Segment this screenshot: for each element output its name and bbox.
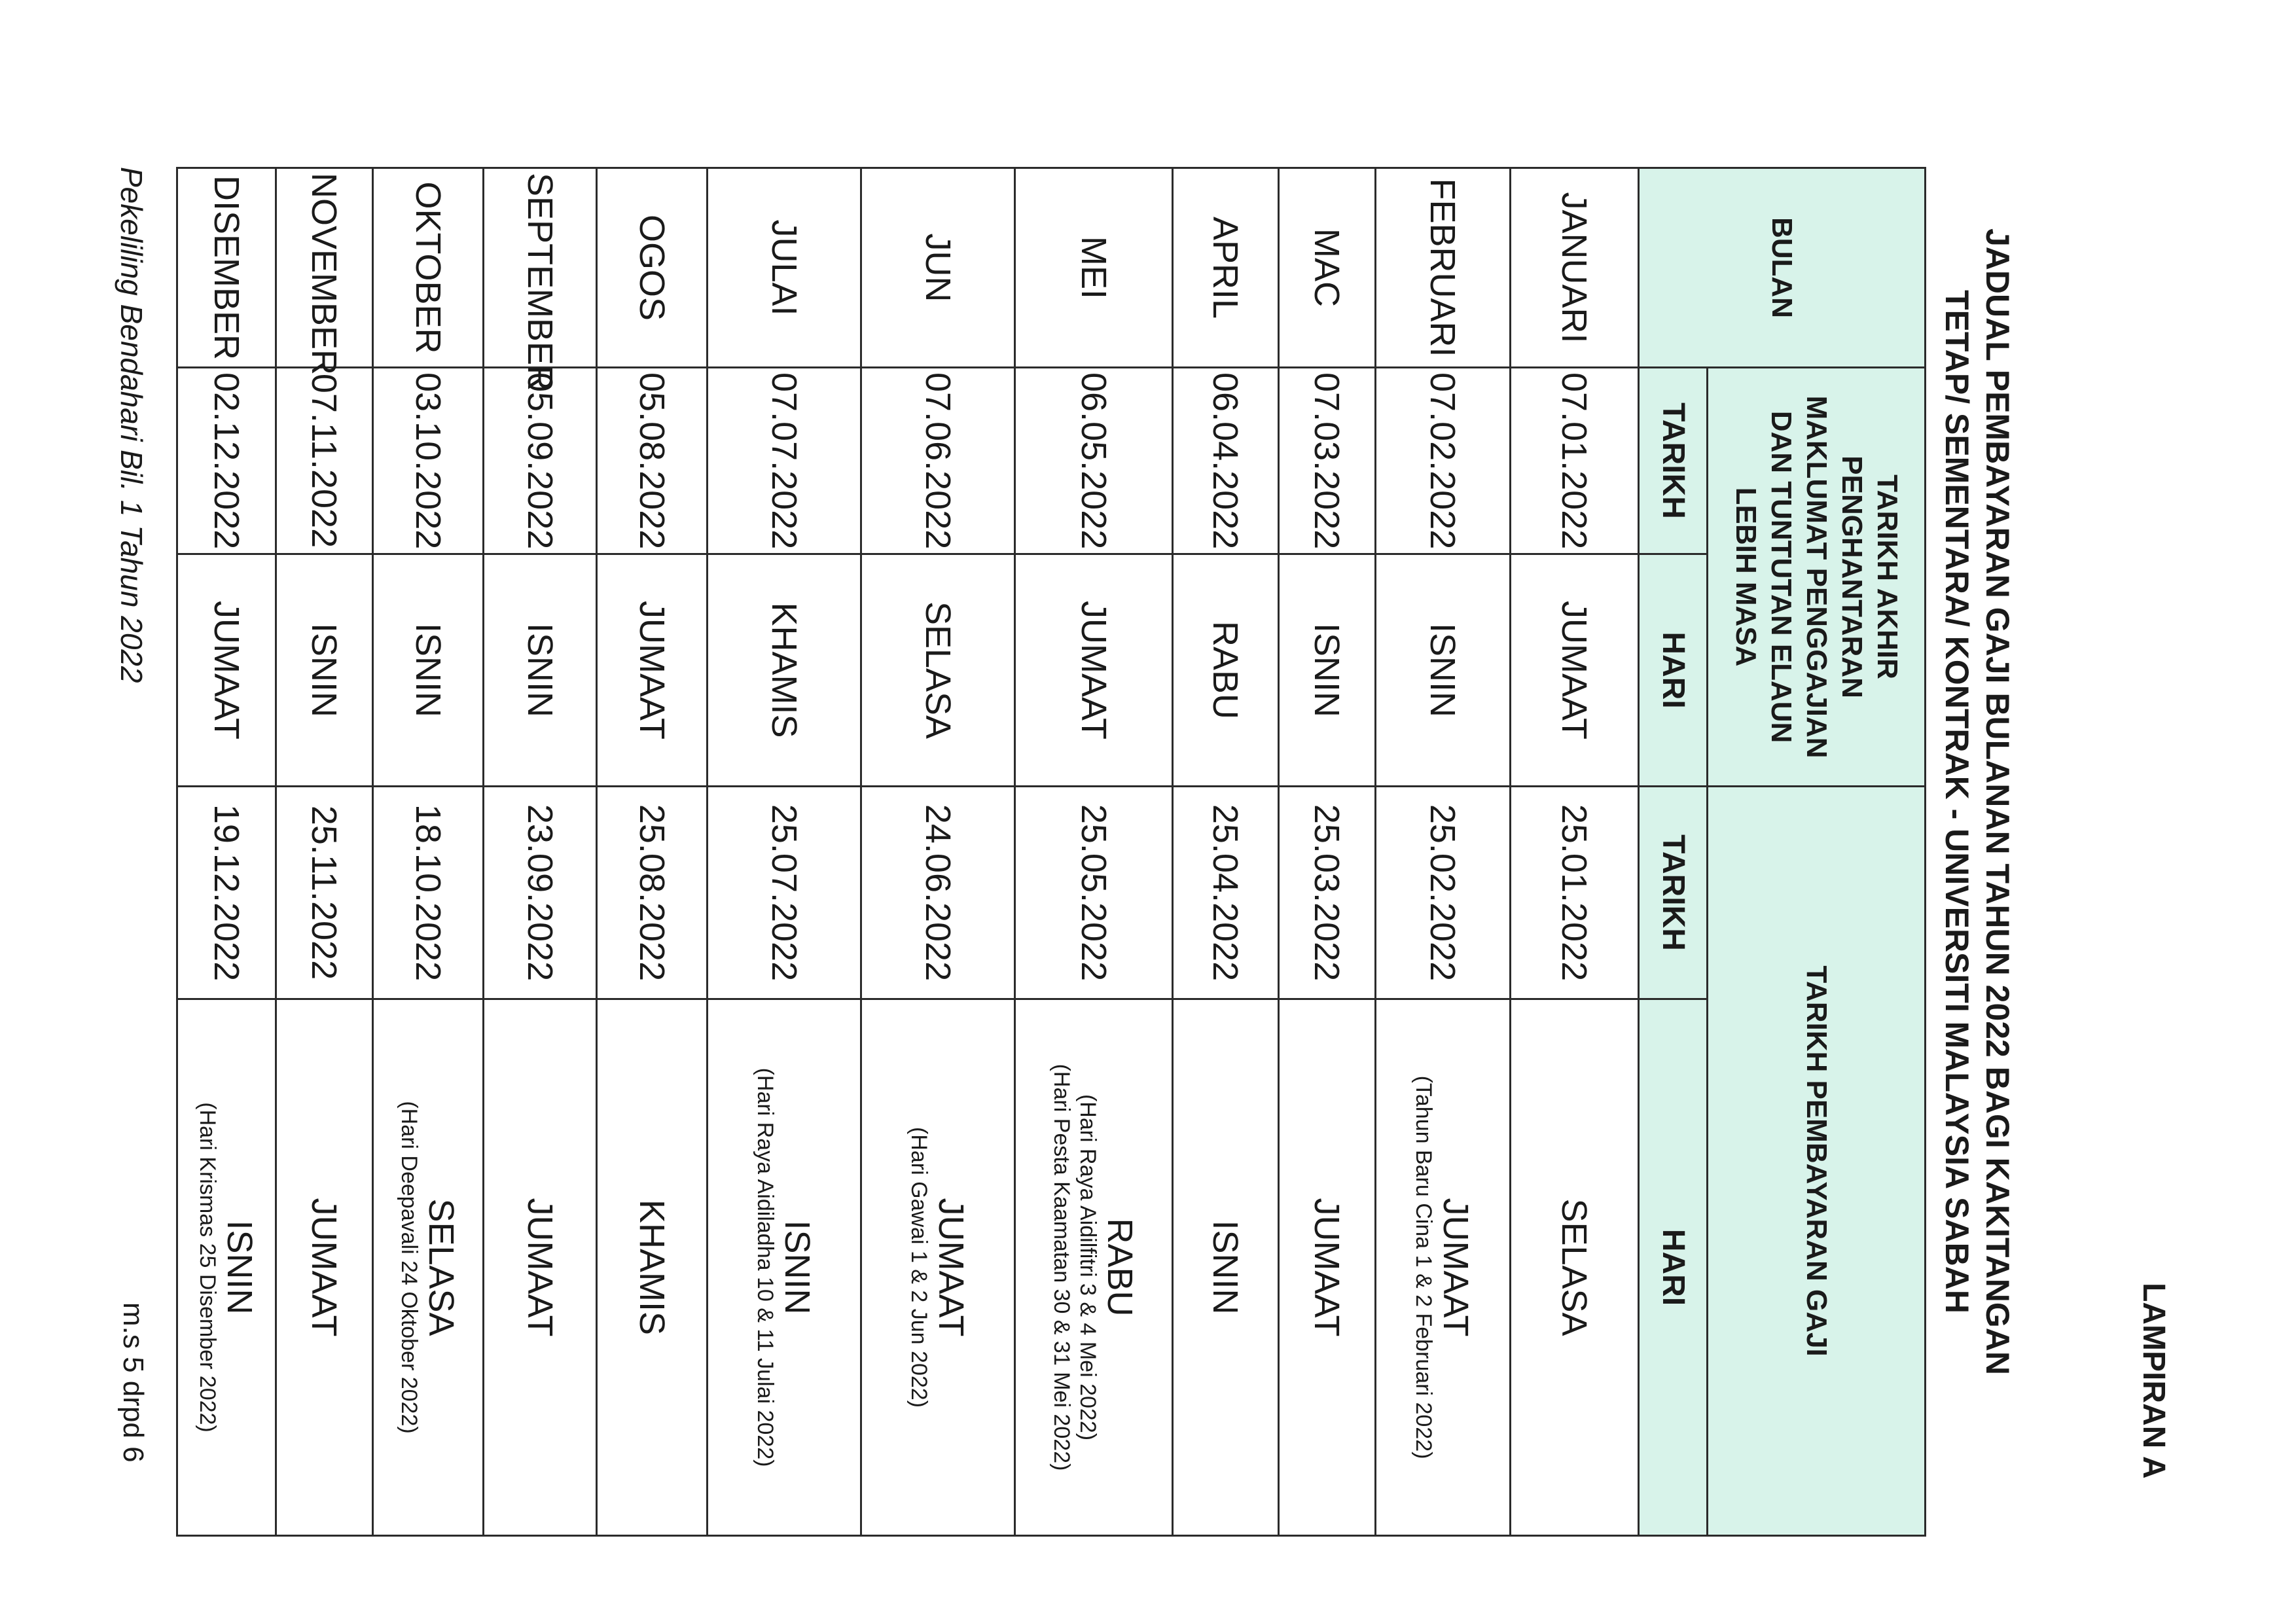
holiday-note: (Tahun Baru Cina 1 & 2 Februari 2022) xyxy=(1411,1075,1437,1459)
cell-bulan: FEBRUARI xyxy=(1376,168,1511,368)
cell-hari-akhir: SELASA xyxy=(861,554,1015,787)
payment-schedule-table xyxy=(176,167,1926,1537)
hari-bayar-value: JUMAAT xyxy=(931,1198,971,1337)
header-tarikh-akhir: TARIKH AKHIR PENGHANTARAN MAKLUMAT PENGGAJIAN DAN TUNTUTAN ELAUN LEBIH MASA xyxy=(1708,368,1926,787)
cell-hari-bayar xyxy=(373,999,484,1536)
title-line-2: TETAP/ SEMENTARA/ KONTRAK - UNIVERSITI MALAYSIA SABAH xyxy=(1939,290,1975,1313)
cell-tarikh-bayar: 18.10.2022 xyxy=(373,787,484,999)
cell-hari-bayar: JUMAAT xyxy=(276,999,373,1536)
cell-hari-bayar: JUMAAT xyxy=(1279,999,1376,1536)
cell-hari-akhir: JUMAAT xyxy=(597,554,708,787)
cell-tarikh-bayar: 25.08.2022 xyxy=(597,787,708,999)
cell-bulan: OKTOBER xyxy=(373,168,484,368)
cell-tarikh-bayar: 23.09.2022 xyxy=(484,787,597,999)
cell-tarikh-bayar: 25.01.2022 xyxy=(1511,787,1639,999)
cell-hari-akhir: JUMAAT xyxy=(177,554,276,787)
holiday-note: (Hari Gawai 1 & 2 Jun 2022) xyxy=(906,1127,931,1408)
holiday-note: (Hari Krismas 25 Disember 2022) xyxy=(195,1102,220,1433)
cell-bulan: JULAI xyxy=(708,168,861,368)
hari-bayar-value: ISNIN xyxy=(220,1220,259,1315)
cell-hari-akhir: ISNIN xyxy=(276,554,373,787)
cell-hari-akhir: RABU xyxy=(1173,554,1279,787)
cell-tarikh-akhir: 03.10.2022 xyxy=(373,368,484,554)
table-subheader-row xyxy=(1639,168,1708,1536)
cell-hari-bayar: ISNIN xyxy=(1173,999,1279,1536)
cell-hari-akhir: JUMAAT xyxy=(1511,554,1639,787)
cell-hari-akhir: ISNIN xyxy=(484,554,597,787)
cell-bulan: MAC xyxy=(1279,168,1376,368)
cell-hari-bayar xyxy=(1015,999,1173,1536)
table-row xyxy=(1173,168,1279,1536)
cell-hari-bayar xyxy=(708,999,861,1536)
cell-tarikh-akhir: 07.11.2022 xyxy=(276,368,373,554)
cell-tarikh-bayar: 25.03.2022 xyxy=(1279,787,1376,999)
cell-bulan: APRIL xyxy=(1173,168,1279,368)
table-row xyxy=(1376,168,1511,1536)
cell-bulan: JANUARI xyxy=(1511,168,1639,368)
table-row xyxy=(1015,168,1173,1536)
cell-bulan: MEI xyxy=(1015,168,1173,368)
cell-tarikh-bayar: 25.04.2022 xyxy=(1173,787,1279,999)
cell-tarikh-akhir: 07.03.2022 xyxy=(1279,368,1376,554)
subheader-tarikh: TARIKH xyxy=(1639,787,1708,999)
hari-bayar-value: SELASA xyxy=(422,1198,461,1336)
subheader-hari: HARI xyxy=(1639,999,1708,1536)
cell-tarikh-akhir: 07.06.2022 xyxy=(861,368,1015,554)
cell-bulan: SEPTEMBER xyxy=(484,168,597,368)
table-header-row xyxy=(1708,168,1926,1536)
hari-bayar-value: JUMAAT xyxy=(1436,1198,1476,1337)
table-row xyxy=(1511,168,1639,1536)
cell-tarikh-akhir: 06.04.2022 xyxy=(1173,368,1279,554)
cell-hari-bayar: JUMAAT xyxy=(484,999,597,1536)
cell-tarikh-akhir: 05.08.2022 xyxy=(597,368,708,554)
holiday-note: (Hari Pesta Kaamatan 30 & 31 Mei 2022) xyxy=(1049,1063,1074,1471)
holiday-note: (Hari Raya Aidilfitri 3 & 4 Mei 2022) xyxy=(1075,1094,1100,1441)
cell-bulan: JUN xyxy=(861,168,1015,368)
subheader-tarikh: TARIKH xyxy=(1639,368,1708,554)
footer-page-number: m.s 5 drpd 6 xyxy=(117,1302,149,1463)
table-row xyxy=(1279,168,1376,1536)
table-row xyxy=(861,168,1015,1536)
holiday-note: (Hari Deepavali 24 Oktober 2022) xyxy=(397,1101,422,1434)
cell-tarikh-bayar: 24.06.2022 xyxy=(861,787,1015,999)
hari-bayar-value: ISNIN xyxy=(778,1220,817,1315)
table-row xyxy=(276,168,373,1536)
table-row xyxy=(484,168,597,1536)
cell-hari-bayar xyxy=(177,999,276,1536)
cell-bulan: NOVEMBER xyxy=(276,168,373,368)
cell-tarikh-akhir: 07.01.2022 xyxy=(1511,368,1639,554)
cell-bulan: DISEMBER xyxy=(177,168,276,368)
cell-tarikh-akhir: 05.09.2022 xyxy=(484,368,597,554)
cell-hari-bayar xyxy=(861,999,1015,1536)
subheader-hari: HARI xyxy=(1639,554,1708,787)
table-row xyxy=(597,168,708,1536)
cell-hari-akhir: ISNIN xyxy=(1376,554,1511,787)
cell-tarikh-bayar: 25.02.2022 xyxy=(1376,787,1511,999)
document-title xyxy=(1937,170,2018,1433)
cell-tarikh-akhir: 06.05.2022 xyxy=(1015,368,1173,554)
lampiran-label: LAMPIRAN A xyxy=(2136,1283,2171,1479)
cell-tarikh-bayar: 25.11.2022 xyxy=(276,787,373,999)
holiday-note: (Hari Raya Aidiladha 10 & 11 Julai 2022) xyxy=(753,1067,778,1467)
cell-hari-akhir: KHAMIS xyxy=(708,554,861,787)
header-bulan: BULAN xyxy=(1639,168,1926,368)
table-row xyxy=(373,168,484,1536)
hari-bayar-value: RABU xyxy=(1100,1218,1139,1317)
cell-hari-akhir: ISNIN xyxy=(373,554,484,787)
cell-bulan: OGOS xyxy=(597,168,708,368)
cell-tarikh-akhir: 02.12.2022 xyxy=(177,368,276,554)
cell-tarikh-bayar: 25.05.2022 xyxy=(1015,787,1173,999)
cell-tarikh-bayar: 19.12.2022 xyxy=(177,787,276,999)
cell-hari-bayar: KHAMIS xyxy=(597,999,708,1536)
title-line-1: JADUAL PEMBAYARAN GAJI BULANAN TAHUN 2022 BAGI KAKITANGAN xyxy=(1979,228,2016,1376)
cell-tarikh-bayar: 25.07.2022 xyxy=(708,787,861,999)
header-tarikh-pembayaran: TARIKH PEMBAYARAN GAJI xyxy=(1708,787,1926,1536)
footer-pekeliling: Pekeliling Bendahari Bil. 1 Tahun 2022 xyxy=(115,167,149,683)
cell-tarikh-akhir: 07.02.2022 xyxy=(1376,368,1511,554)
cell-hari-akhir: JUMAAT xyxy=(1015,554,1173,787)
table-row xyxy=(177,168,276,1536)
cell-hari-bayar: SELASA xyxy=(1511,999,1639,1536)
cell-hari-akhir: ISNIN xyxy=(1279,554,1376,787)
cell-hari-bayar xyxy=(1376,999,1511,1536)
cell-tarikh-akhir: 07.07.2022 xyxy=(708,368,861,554)
table-row xyxy=(708,168,861,1536)
